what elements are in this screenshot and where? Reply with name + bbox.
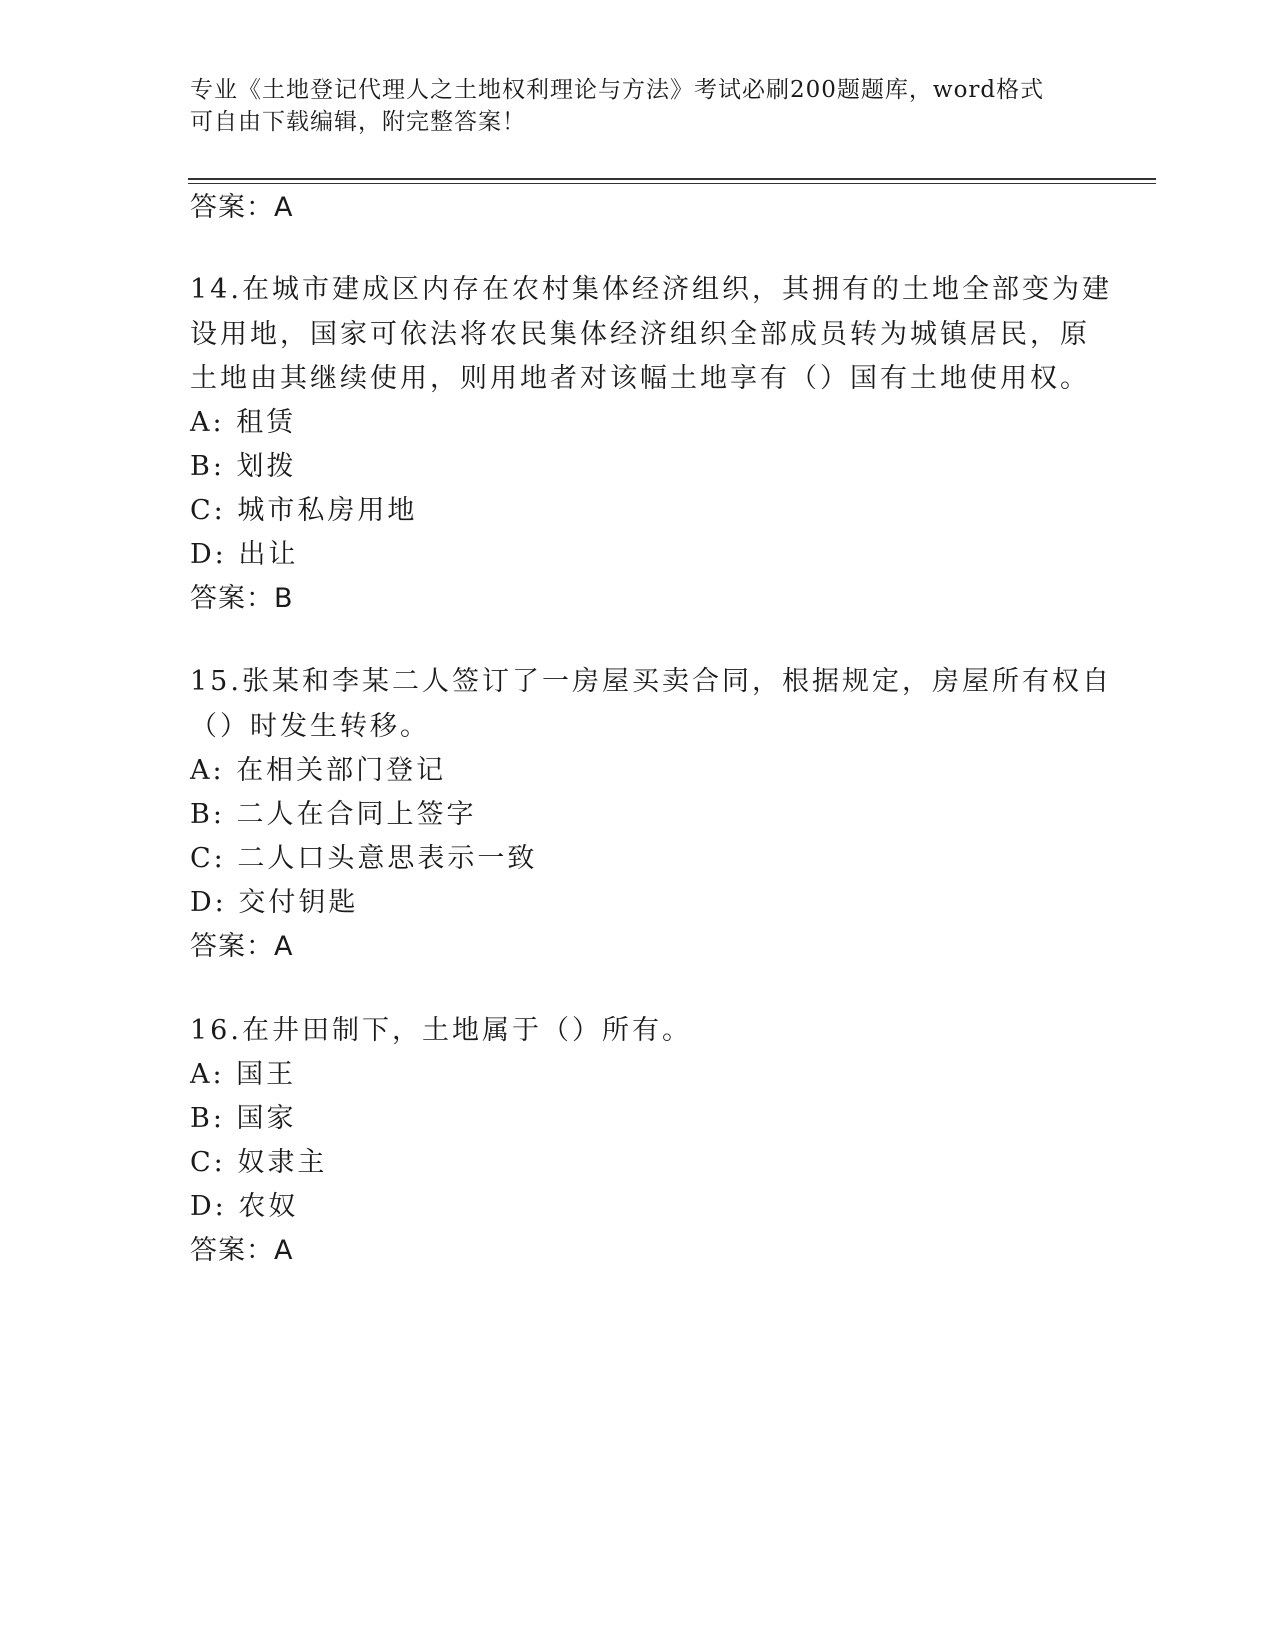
question-16-option-c: C: 奴隶主 xyxy=(190,1147,328,1178)
question-16-line-1: 16.在井田制下，土地属于（）所有。 xyxy=(190,1015,692,1046)
question-14-option-d: D: 出让 xyxy=(190,539,299,570)
question-15-option-c: C: 二人口头意思表示一致 xyxy=(190,843,538,874)
document-header xyxy=(190,74,1090,138)
header-divider-thin xyxy=(188,183,1156,184)
question-14-line-1: 14.在城市建成区内存在农村集体经济组织，其拥有的土地全部变为建 xyxy=(190,274,1112,305)
previous-answer: 答案：A xyxy=(190,192,294,223)
question-15-line-2: （）时发生转移。 xyxy=(190,711,430,742)
question-15-line-1: 15.张某和李某二人签订了一房屋买卖合同，根据规定，房屋所有权自 xyxy=(190,666,1112,697)
header-line-1: 专业《土地登记代理人之土地权利理论与方法》考试必刷200题题库，word格式 xyxy=(190,77,1045,103)
question-16-option-d: D: 农奴 xyxy=(190,1191,299,1222)
question-15-option-a: A: 在相关部门登记 xyxy=(190,755,447,786)
question-14-option-c: C: 城市私房用地 xyxy=(190,495,418,526)
question-16-option-b: B: 国家 xyxy=(190,1103,297,1134)
question-16-option-a: A: 国王 xyxy=(190,1059,297,1090)
header-line-2: 可自由下载编辑，附完整答案！ xyxy=(190,109,526,135)
question-14-line-3: 土地由其继续使用，则用地者对该幅土地享有（）国有土地使用权。 xyxy=(190,363,1090,394)
question-14-option-b: B: 划拨 xyxy=(190,451,297,482)
question-15-answer: 答案：A xyxy=(190,931,294,962)
question-15-option-d: D: 交付钥匙 xyxy=(190,887,359,918)
question-14-line-2: 设用地，国家可依法将农民集体经济组织全部成员转为城镇居民，原 xyxy=(190,319,1090,350)
header-divider-thick xyxy=(188,178,1156,180)
question-14-option-a: A: 租赁 xyxy=(190,407,297,438)
question-15-option-b: B: 二人在合同上签字 xyxy=(190,799,477,830)
question-14-answer: 答案：B xyxy=(190,583,294,614)
question-16-answer: 答案：A xyxy=(190,1235,294,1266)
